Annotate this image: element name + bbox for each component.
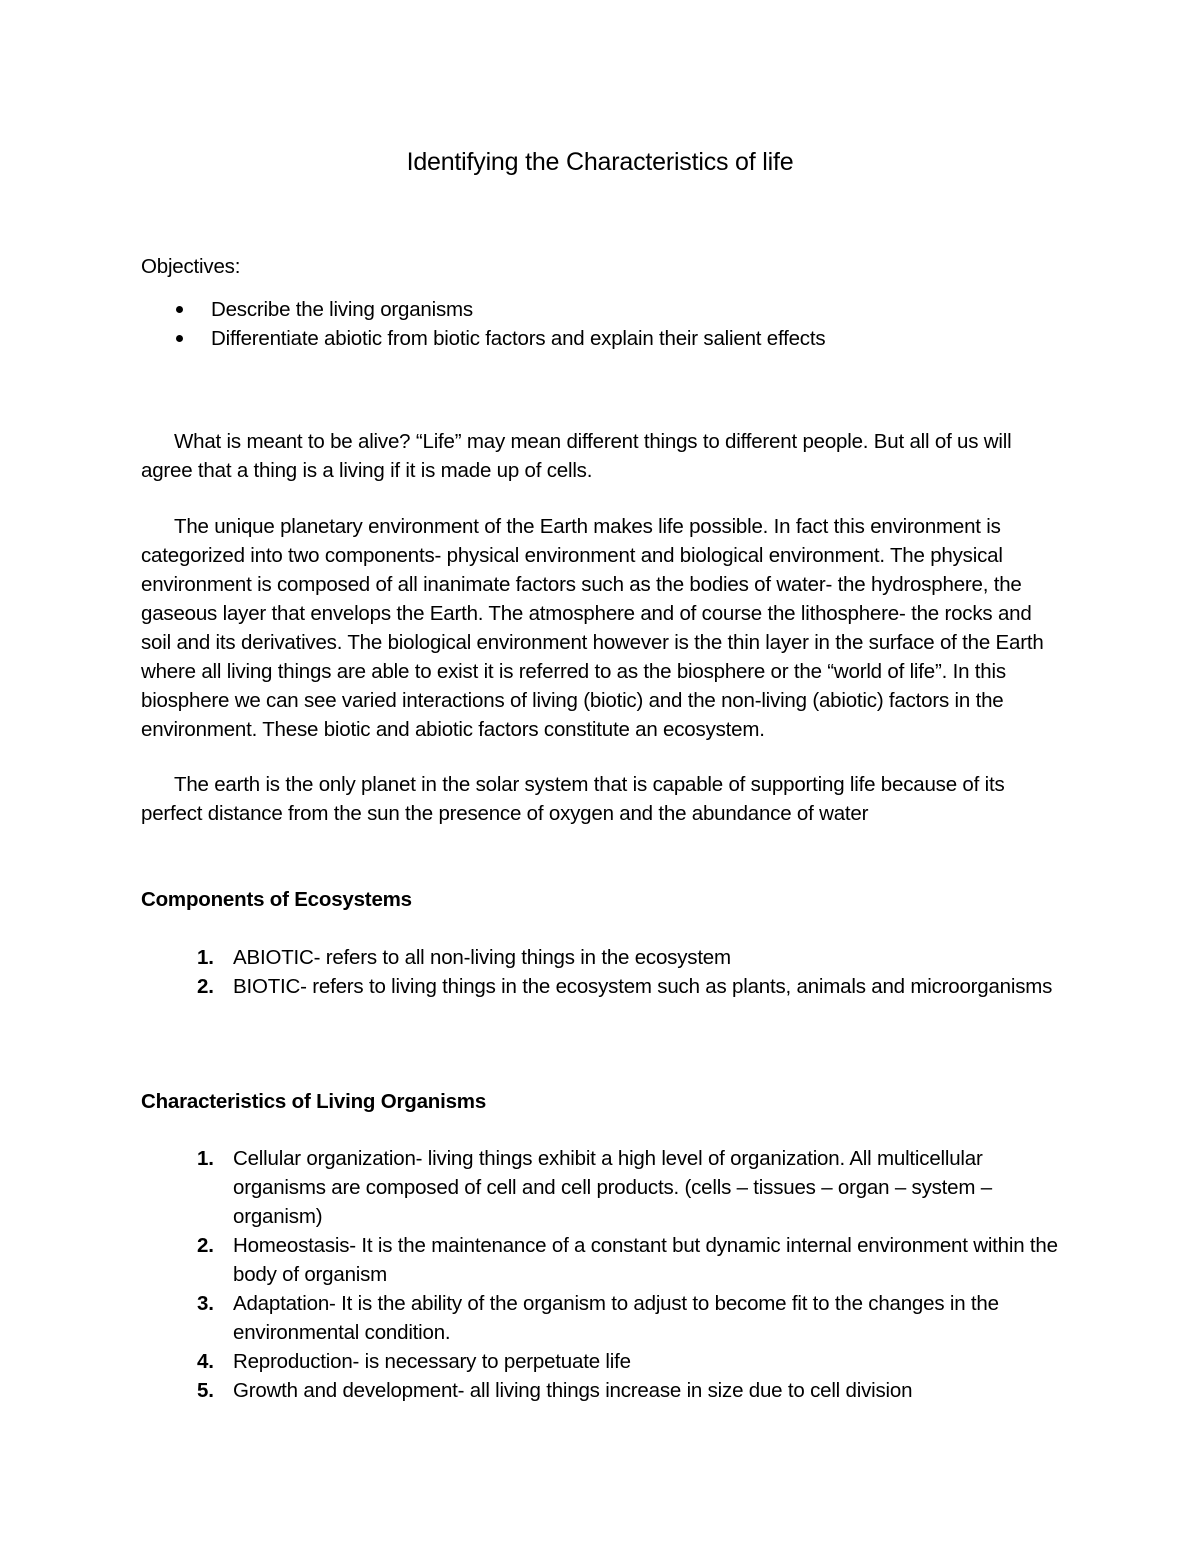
list-number: 3. xyxy=(197,1292,214,1315)
list-item-text: Homeostasis- It is the maintenance of a constant but dynamic internal environment within the body of organism xyxy=(233,1234,1058,1286)
objective-text: Describe the living organisms xyxy=(211,298,473,321)
bullet-icon xyxy=(176,335,183,342)
list-item xyxy=(141,1347,1061,1376)
bullet-icon xyxy=(176,306,183,313)
list-item-text: BIOTIC- refers to living things in the ecosystem such as plants, animals and microorganisms xyxy=(233,975,1053,998)
intro-paragraph: What is meant to be alive? “Life” may mean different things to different people. But all of us will agree that a thing is a living if it is made up of cells. xyxy=(141,430,1012,482)
list-item xyxy=(141,1289,1061,1347)
list-item-text: Reproduction- is necessary to perpetuate life xyxy=(233,1350,631,1373)
list-item xyxy=(141,1231,1061,1289)
objective-item xyxy=(141,324,825,353)
document-title: Identifying the Characteristics of life xyxy=(406,148,794,176)
environment-paragraph: The unique planetary environment of the Earth makes life possible. In fact this environment is categorized into two components- physical environment and biological environment. The physical environment is composed of all inanimate factors such as the bodies of water- the hydrosphere, the gaseous layer that envelops the Earth. The atmosphere and of course the lithosphere- the rocks and soil and its derivatives. The biological environment however is the thin layer in the surface of the Earth where all living things are able to exist it is referred to as the biosphere or the “world of life”. In this biosphere we can see varied interactions of living (biotic) and the non-living (abiotic) factors in the environment. These biotic and abiotic factors constitute an ecosystem. xyxy=(141,515,1044,741)
list-item-text: Adaptation- It is the ability of the organism to adjust to become fit to the changes in the environmental condition. xyxy=(233,1292,999,1344)
list-item xyxy=(141,972,1061,1001)
list-number: 1. xyxy=(197,946,214,969)
objective-text: Differentiate abiotic from biotic factors and explain their salient effects xyxy=(211,327,826,350)
objectives-list xyxy=(141,295,825,353)
list-number: 4. xyxy=(197,1350,214,1373)
list-number: 2. xyxy=(197,1234,214,1257)
characteristics-list xyxy=(141,1144,1061,1405)
list-item xyxy=(141,943,1061,972)
objective-item xyxy=(141,295,825,324)
earth-paragraph: The earth is the only planet in the solar system that is capable of supporting life because of its perfect distance from the sun the presence of oxygen and the abundance of water xyxy=(141,773,1005,825)
list-item-text: ABIOTIC- refers to all non-living things in the ecosystem xyxy=(233,946,731,969)
list-number: 2. xyxy=(197,975,214,998)
list-item-text: Cellular organization- living things exhibit a high level of organization. All multicellular organisms are composed of cell and cell products. (cells – tissues – organ – system – organism) xyxy=(233,1147,992,1228)
characteristics-heading: Characteristics of Living Organisms xyxy=(141,1090,487,1113)
objectives-label: Objectives: xyxy=(141,255,241,278)
components-heading: Components of Ecosystems xyxy=(141,888,412,911)
list-item xyxy=(141,1376,1061,1405)
components-list xyxy=(141,943,1061,1001)
list-item xyxy=(141,1144,1061,1231)
list-number: 5. xyxy=(197,1379,214,1402)
list-number: 1. xyxy=(197,1147,214,1170)
list-item-text: Growth and development- all living things increase in size due to cell division xyxy=(233,1379,913,1402)
